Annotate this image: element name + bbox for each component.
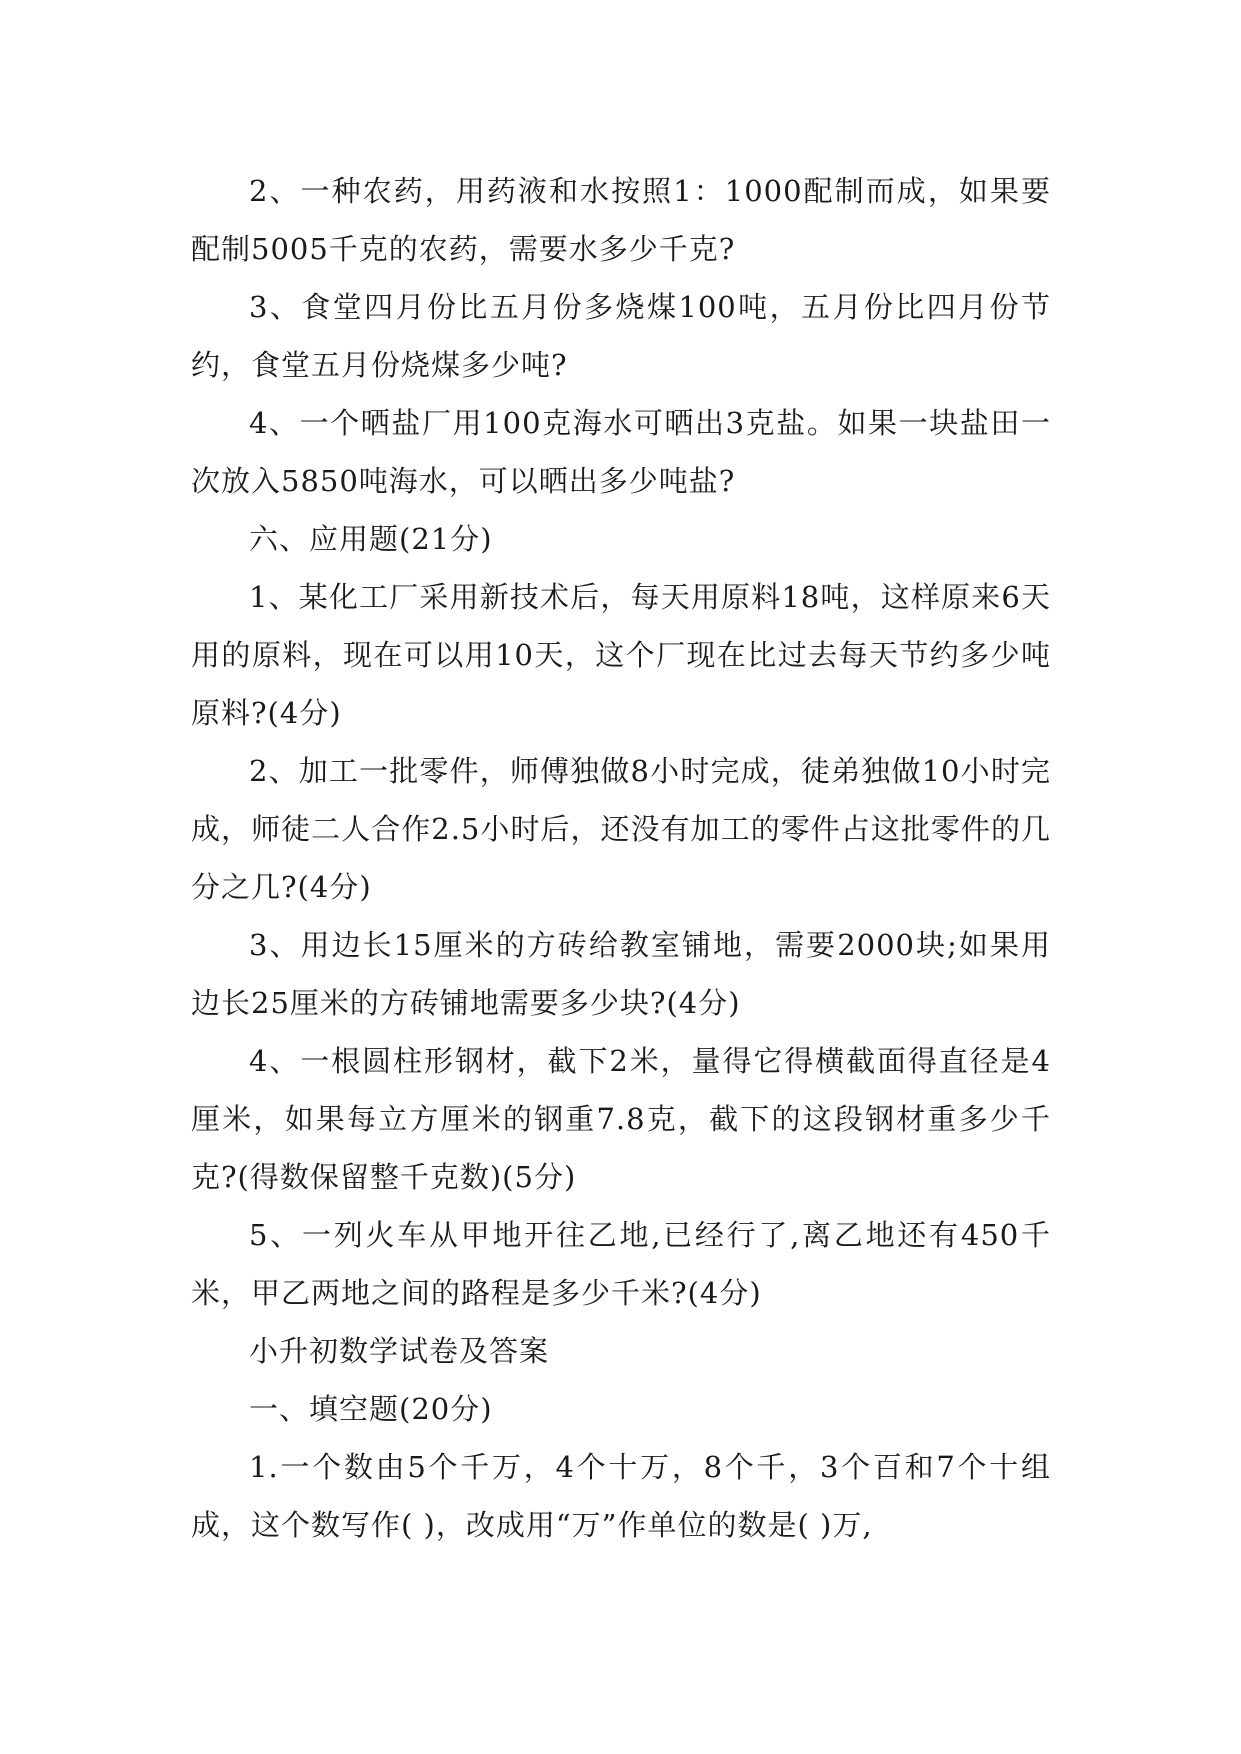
section-heading-fill-in: 一、填空题(20分) xyxy=(249,1392,493,1426)
question-train-distance: 5、一列火车从甲地开往乙地,已经行了,离乙地还有450千米，甲乙两地之间的路程是多少千米?(4分) xyxy=(191,1218,1051,1310)
document-title: 小升初数学试卷及答案 xyxy=(249,1334,550,1368)
question-steel-cylinder: 4、一根圆柱形钢材，截下2米，量得它得横截面得直径是4厘米，如果每立方厘米的钢重7.8克，截下的这段钢材重多少千克?(得数保留整千克数)(5分) xyxy=(191,1044,1051,1194)
question-number-writing: 1.一个数由5个千万，4个十万，8个千，3个百和7个十组成，这个数写作( )，改成用“万”作单位的数是( )万, xyxy=(191,1450,1051,1542)
document-body xyxy=(191,162,1051,1554)
question-canteen-coal: 3、食堂四月份比五月份多烧煤100吨，五月份比四月份节约，食堂五月份烧煤多少吨? xyxy=(191,290,1051,382)
question-machining-parts: 2、加工一批零件，师傅独做8小时完成，徒弟独做10小时完成，师徒二人合作2.5小时后，还没有加工的零件占这批零件的几分之几?(4分) xyxy=(191,754,1051,904)
question-floor-tiles: 3、用边长15厘米的方砖给教室铺地，需要2000块;如果用边长25厘米的方砖铺地需要多少块?(4分) xyxy=(191,928,1051,1020)
section-heading-application: 六、应用题(21分) xyxy=(249,522,493,556)
question-salt-field: 4、一个晒盐厂用100克海水可晒出3克盐。如果一块盐田一次放入5850吨海水，可以晒出多少吨盐? xyxy=(191,406,1051,498)
question-pesticide: 2、一种农药，用药液和水按照1：1000配制而成，如果要配制5005千克的农药，需要水多少千克? xyxy=(191,174,1051,266)
question-chemical-plant: 1、某化工厂采用新技术后，每天用原料18吨，这样原来6天用的原料，现在可以用10天，这个厂现在比过去每天节约多少吨原料?(4分) xyxy=(191,580,1051,730)
